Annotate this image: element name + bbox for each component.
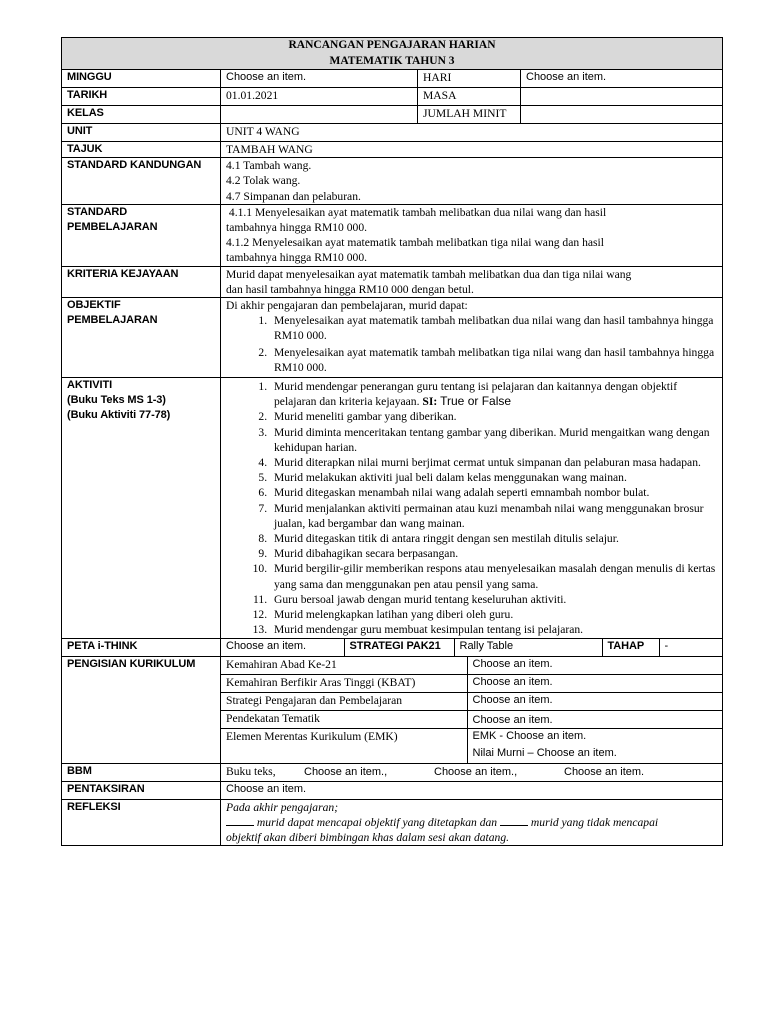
pengisian-subtable: [221, 657, 722, 763]
pendekatan-tematik-dropdown[interactable]: Choose an item.: [467, 711, 722, 729]
bbm-dropdown-3[interactable]: Choose an item.: [564, 765, 645, 778]
bbm-dropdown-1[interactable]: Choose an item.,: [304, 765, 388, 778]
standard-pembelajaran-label-line: STANDARD: [67, 205, 128, 218]
standard-kandungan-line: 4.1 Tambah wang.: [226, 159, 312, 173]
row-objektif: [62, 298, 723, 378]
tajuk-label: TAJUK: [62, 142, 221, 158]
strategi-pdp-dropdown[interactable]: Choose an item.: [467, 693, 722, 711]
lesson-plan-sheet: [61, 37, 722, 846]
aktiviti-item: 12. Murid melengkapkan latihan yang diberi oleh guru.: [270, 607, 717, 622]
aktiviti-list: [226, 378, 717, 637]
objektif-item: 2. Menyelesaikan ayat matematik tambah melibatkan tiga nilai wang dan hasil tambahnya hingga RM10 000.: [270, 345, 717, 375]
nilai-murni-dropdown[interactable]: Choose an item.: [536, 747, 617, 760]
aktiviti-item: 5. Murid melakukan aktiviti jual beli dalam kelas menggunakan wang mainan.: [270, 470, 717, 485]
aktiviti-item: 8. Murid ditegaskan titik di antara ringgit dengan sen mestilah ditulis selajur.: [270, 531, 717, 546]
row-standard-kandungan: [62, 158, 723, 205]
aktiviti-item: 11. Guru bersoal jawab dengan murid tentang keseluruhan aktiviti.: [270, 592, 717, 607]
row-aktiviti: [62, 378, 723, 638]
standard-kandungan-field[interactable]: [221, 158, 723, 205]
standard-pembelajaran-label-line: PEMBELAJARAN: [67, 221, 158, 234]
nilai-murni-prefix: Nilai Murni –: [472, 747, 537, 760]
row-bbm: [62, 763, 723, 781]
refleksi-label: REFLEKSI: [62, 799, 221, 846]
minggu-label: MINGGU: [62, 70, 221, 88]
peta-ithink-label: PETA i-THINK: [62, 638, 221, 656]
kemahiran-abad-label: Kemahiran Abad Ke-21: [221, 657, 467, 675]
aktiviti-item: 6. Murid ditegaskan menambah nilai wang adalah seperti emnambah nombor bulat.: [270, 485, 717, 500]
standard-pembelajaran-label: [62, 204, 221, 266]
document-subtitle: MATEMATIK TAHUN 3: [329, 54, 455, 67]
standard-pembelajaran-field[interactable]: [221, 204, 723, 266]
si-dropdown[interactable]: True or False: [440, 394, 512, 409]
pengisian-kurikulum-label: PENGISIAN KURIKULUM: [62, 656, 221, 763]
tahap-label: TAHAP: [602, 639, 659, 656]
objektif-intro: Di akhir pengajaran dan pembelajaran, murid dapat:: [226, 299, 468, 313]
title-row: [62, 38, 723, 70]
aktiviti-item: 13. Murid mendengar guru membuat kesimpulan tentang isi pelajaran.: [270, 622, 717, 637]
si-label: SI:: [422, 395, 441, 409]
peta-ithink-dropdown[interactable]: Choose an item.: [221, 639, 344, 656]
document-title: RANCANGAN PENGAJARAN HARIAN: [288, 39, 496, 51]
objektif-label-line: PEMBELAJARAN: [67, 314, 158, 327]
refleksi-text-b: murid yang tidak mencapai: [528, 815, 659, 829]
aktiviti-label-line: (Buku Aktiviti 77-78): [67, 409, 171, 422]
jumlah-minit-label: JUMLAH MINIT: [418, 106, 521, 124]
emk-line: [473, 729, 718, 744]
emk-dropdown[interactable]: Choose an item.: [506, 730, 587, 742]
objektif-item: 1. Menyelesaikan ayat matematik tambah melibatkan dua nilai wang dan hasil tambahnya hingga RM10 000.: [270, 313, 717, 343]
bbm-dropdown-2[interactable]: Choose an item.,: [434, 765, 518, 778]
pendekatan-tematik-label: Pendekatan Tematik: [221, 711, 467, 729]
kriteria-kejayaan-label: KRITERIA KEJAYAAN: [62, 266, 221, 297]
standard-kandungan-line: 4.7 Simpanan dan pelaburan.: [226, 189, 361, 203]
unit-label: UNIT: [62, 124, 221, 142]
objektif-label: [62, 298, 221, 378]
strategi-pak21-dropdown[interactable]: Rally Table: [454, 639, 602, 656]
tajuk-field[interactable]: TAMBAH WANG: [221, 142, 723, 158]
strategi-pdp-label: Strategi Pengajaran dan Pembelajaran: [221, 693, 467, 711]
objektif-field[interactable]: [221, 298, 723, 378]
emk-prefix: EMK -: [472, 730, 507, 742]
refleksi-line: objektif akan diberi bimbingan khas dalam sesi akan datang.: [226, 830, 510, 844]
objektif-list: [226, 313, 717, 377]
row-kelas: [62, 106, 723, 124]
row-minggu: [62, 70, 723, 88]
aktiviti-item: [270, 379, 717, 409]
tarikh-field[interactable]: 01.01.2021: [221, 88, 418, 106]
bbm-field: [221, 763, 723, 781]
kbat-label: Kemahiran Berfikir Aras Tinggi (KBAT): [221, 675, 467, 693]
refleksi-line: [226, 815, 717, 830]
row-standard-pembelajaran: [62, 204, 723, 266]
aktiviti-item: 3. Murid diminta menceritakan tentang gambar yang diberikan. Murid mengaitkan wang dengan kehidupan harian.: [270, 425, 717, 455]
kelas-label: KELAS: [62, 106, 221, 124]
nilai-murni-line: [473, 746, 718, 761]
pengisian-kurikulum-cell: [221, 656, 723, 763]
row-kriteria-kejayaan: [62, 266, 723, 297]
aktiviti-item: 9. Murid dibahagikan secara berpasangan.: [270, 546, 717, 561]
aktiviti-item: 4. Murid diterapkan nilai murni berjimat cermat untuk simpanan dan pelaburan masa hadapan.: [270, 455, 717, 470]
pentaksiran-label: PENTAKSIRAN: [62, 781, 221, 799]
hari-dropdown[interactable]: Choose an item.: [521, 70, 723, 88]
aktiviti-item: 7. Murid menjalankan aktiviti permainan atau kuzi menambah nilai wang menggunakan brosur jualan, kad bergambar dan wang mainan.: [270, 501, 717, 531]
kemahiran-abad-dropdown[interactable]: Choose an item.: [467, 657, 722, 675]
pentaksiran-dropdown[interactable]: Choose an item.: [221, 781, 723, 799]
standard-kandungan-label: STANDARD KANDUNGAN: [62, 158, 221, 205]
aktiviti-item-text: Murid mendengar penerangan guru tentang isi pelajaran dan kaitannya dengan objektif pelajaran dan kriteria kejayaan.: [274, 380, 678, 409]
tahap-dropdown[interactable]: -: [659, 639, 722, 656]
standard-pembelajaran-line: tambahnya hingga RM10 000.: [226, 251, 368, 265]
masa-field[interactable]: [521, 88, 723, 106]
peta-subtable: [221, 639, 722, 656]
row-pengisian-kurikulum: [62, 656, 723, 763]
emk-label: Elemen Merentas Kurikulum (EMK): [221, 729, 467, 763]
row-pentaksiran: [62, 781, 723, 799]
refleksi-line: Pada akhir pengajaran;: [226, 800, 339, 814]
minggu-dropdown[interactable]: Choose an item.: [221, 70, 418, 88]
standard-kandungan-line: 4.2 Tolak wang.: [226, 174, 301, 188]
unit-field[interactable]: UNIT 4 WANG: [221, 124, 723, 142]
standard-pembelajaran-line: tambahnya hingga RM10 000.: [226, 221, 368, 235]
row-tarikh: [62, 88, 723, 106]
hari-label: HARI: [418, 70, 521, 88]
aktiviti-label-line: (Buku Teks MS 1-3): [67, 394, 166, 407]
row-refleksi: [62, 799, 723, 846]
kriteria-line: dan hasil tambahnya hingga RM10 000 dengan betul.: [226, 282, 474, 296]
standard-pembelajaran-line: 4.1.1 Menyelesaikan ayat matematik tambah melibatkan dua nilai wang dan hasil: [226, 205, 607, 219]
row-unit: [62, 124, 723, 142]
kriteria-line: Murid dapat menyelesaikan ayat matematik tambah melibatkan dua dan tiga nilai wang: [226, 267, 632, 281]
kriteria-kejayaan-field[interactable]: [221, 266, 723, 297]
kbat-dropdown[interactable]: Choose an item.: [467, 675, 722, 693]
tarikh-label: TARIKH: [62, 88, 221, 106]
aktiviti-item: 10. Murid bergilir-gilir memberikan respons atau menyelesaikan masalah dengan menulis di kertas yang sama dan menggunakan pen atau pensil yang sama.: [270, 561, 717, 591]
refleksi-blank-1[interactable]: [226, 815, 254, 826]
peta-ithink-cell: [221, 638, 723, 656]
aktiviti-label-line: AKTIVITI: [67, 379, 113, 392]
aktiviti-label: [62, 378, 221, 638]
title-cell: [62, 38, 723, 70]
refleksi-text-a: murid dapat mencapai objektif yang ditetapkan dan: [254, 815, 501, 829]
row-peta-ithink: [62, 638, 723, 656]
aktiviti-field[interactable]: [221, 378, 723, 638]
refleksi-field[interactable]: [221, 799, 723, 846]
row-tajuk: [62, 142, 723, 158]
lesson-plan-table: [61, 37, 723, 846]
bbm-label: BBM: [62, 763, 221, 781]
aktiviti-item: 2. Murid meneliti gambar yang diberikan.: [270, 409, 717, 424]
kelas-field[interactable]: [221, 106, 418, 124]
masa-label: MASA: [418, 88, 521, 106]
emk-cell: [467, 729, 722, 763]
objektif-label-line: OBJEKTIF: [67, 299, 121, 312]
standard-pembelajaran-line: 4.1.2 Menyelesaikan ayat matematik tambah melibatkan tiga nilai wang dan hasil: [226, 236, 604, 250]
strategi-pak21-label: STRATEGI PAK21: [344, 639, 454, 656]
refleksi-blank-2[interactable]: [500, 815, 528, 826]
bbm-text: Buku teks,: [226, 764, 276, 778]
jumlah-minit-field[interactable]: [521, 106, 723, 124]
